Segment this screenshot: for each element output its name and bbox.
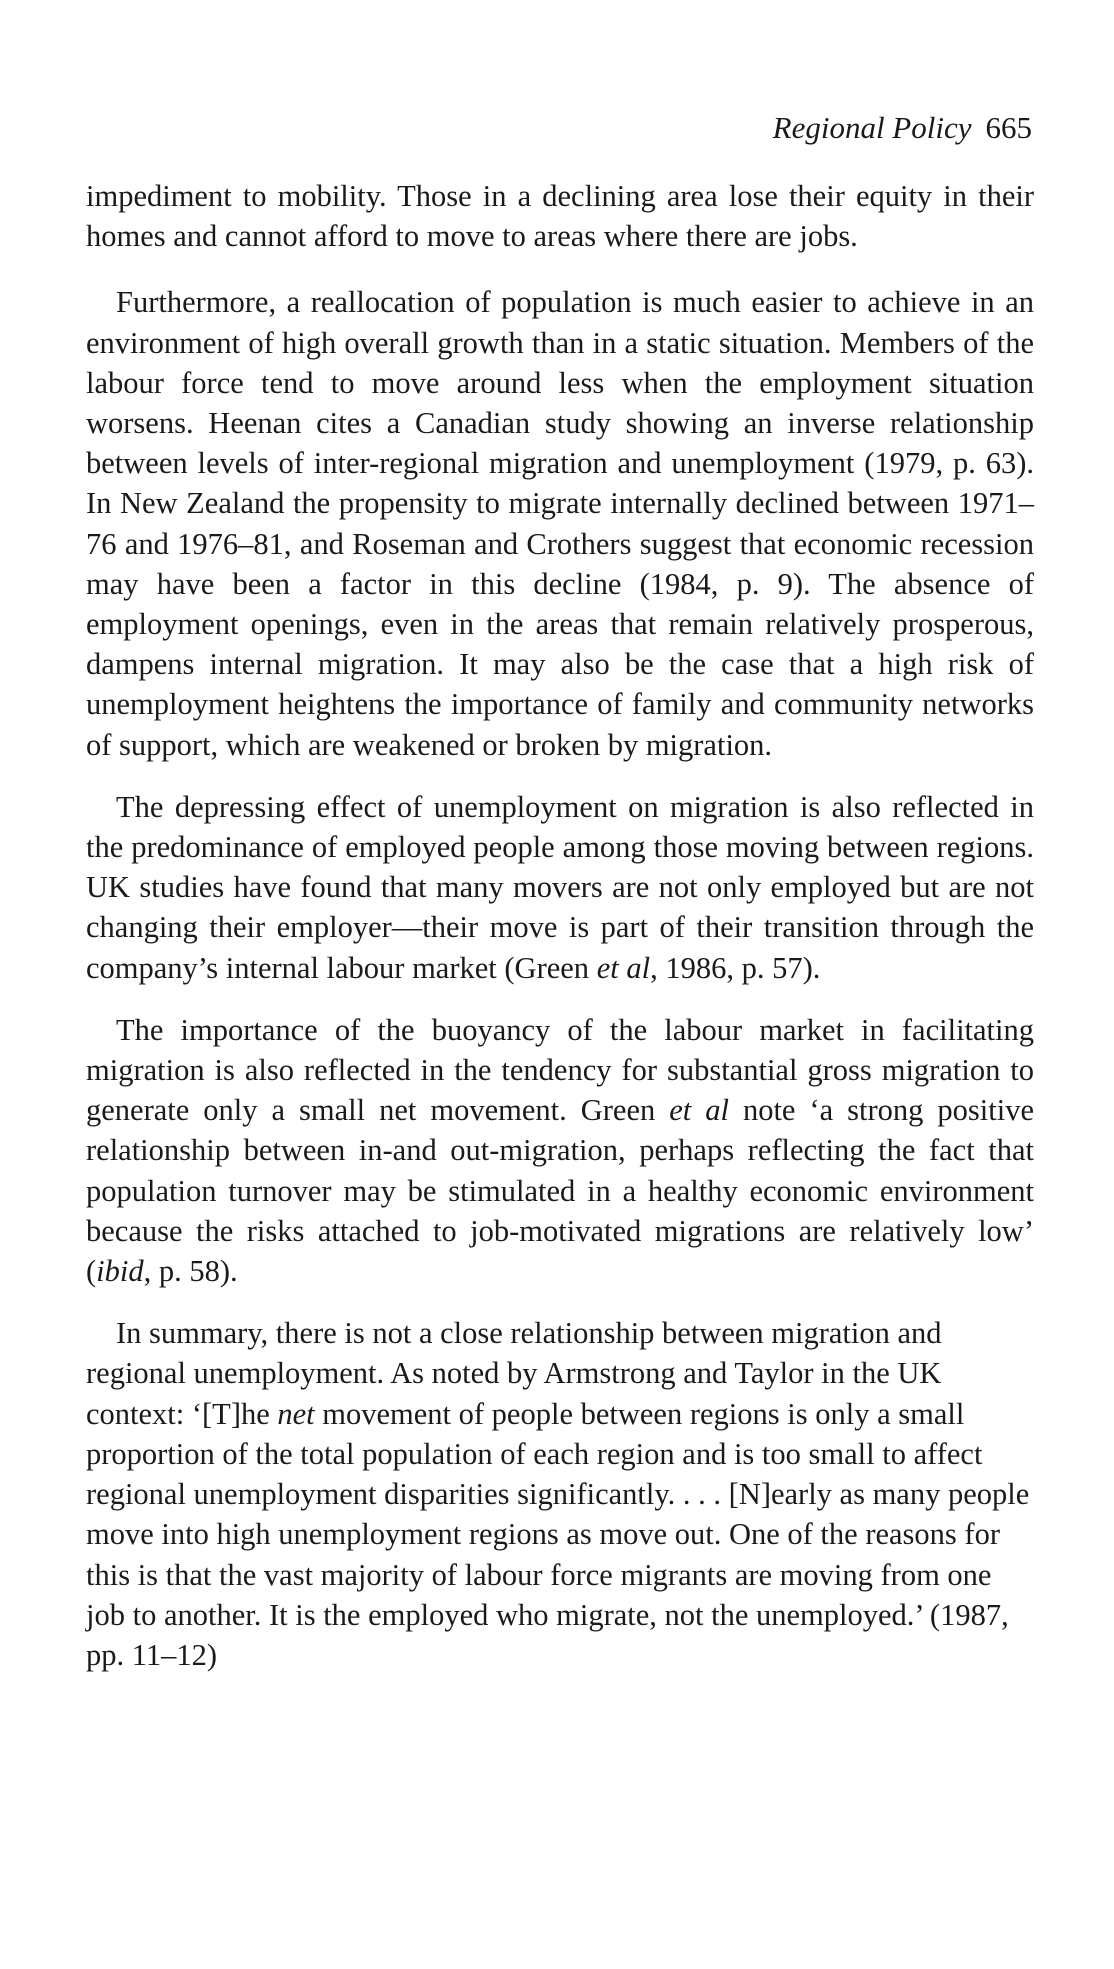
text-run: The importance of the buoyancy of the labour market in facilitating migration is also reflected in the tendency for substantial gross migration to generate only a small net movement. Green: [86, 1012, 1034, 1128]
text-run: note ‘a strong positive relationship between in-and out-migration, perhaps reflecting the fact that population turnover may be stimulated in a healthy economic environment because the risks attached to job-motivated migrations are relatively low’ (: [86, 1093, 1034, 1289]
text-run: movement of people between regions is only a small proportion of the total population of each region and is too small to affect regional unemployment disparities significantly. . . . [N]early as many people move into high unemployment regions as move out. One of the reasons for this is that the vast majority of labour force migrants are moving from one job to another. It is the employed who migrate, not the unemployed.’ (1987, pp. 11–12): [86, 1396, 1030, 1672]
paragraph-summary: [86, 1313, 1034, 1675]
text-run: , p. 58).: [143, 1254, 238, 1289]
text-run: , 1986, p. 57).: [650, 950, 821, 985]
paragraph-continued: impediment to mobility. Those in a declining area lose their equity in their homes and cannot afford to move to areas where there are jobs.: [86, 179, 1034, 254]
italic-text: ibid: [96, 1254, 144, 1289]
text-run: In summary, there is not a close relationship between migration and regional unemployment. As noted by Armstrong and Taylor in the UK context: ‘[T]he: [86, 1316, 942, 1431]
italic-text: et al: [596, 950, 651, 985]
italic-text: et al: [669, 1093, 729, 1128]
paragraph-depressing-effect: [86, 787, 1034, 988]
paragraph-buoyancy: [86, 1010, 1034, 1291]
text-run: The depressing effect of unemployment on migration is also reflected in the predominance of employed people among those moving between regions. UK studies have found that many movers are not only employed but are not changing their employer—their move is part of their transition through the company’s internal labour market (Green: [86, 789, 1034, 985]
running-title: Regional Policy: [772, 110, 972, 145]
page-number: 665: [985, 110, 1032, 145]
italic-text: net: [277, 1396, 315, 1431]
body-text: [86, 176, 1034, 1697]
paragraph-population-reallocation: Furthermore, a reallocation of population is much easier to achieve in an environment of high overall growth than in a static situation. Members of the labour force tend to move around less when the employment situation worsens. Heenan cites a Canadian study showing an inverse relationship between levels of inter-regional migration and unemployment (1979, p. 63). In New Zealand the propensity to migrate internally declined between 1971–76 and 1976–81, and Roseman and Crothers suggest that economic recession may have been a factor in this decline (1984, p. 9). The absence of employment openings, even in the areas that remain relatively prosperous, dampens internal migration. It may also be the case that a high risk of unemployment heightens the importance of family and community networks of support, which are weakened or broken by migration.: [86, 285, 1034, 762]
running-head: [773, 108, 1032, 148]
